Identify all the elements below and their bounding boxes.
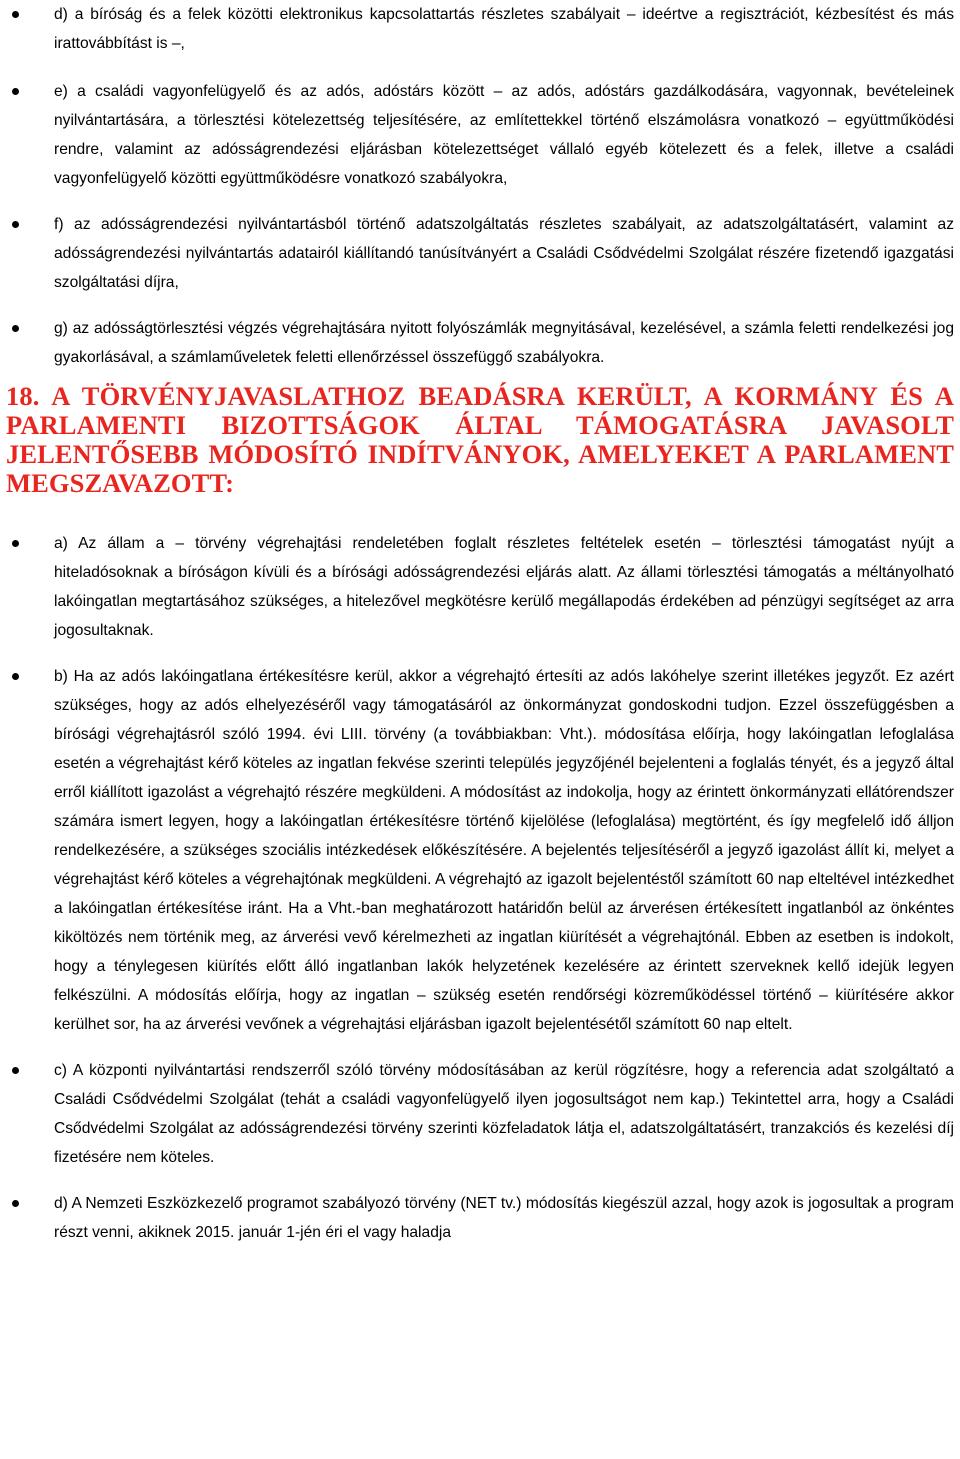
list-item-text: g) az adósságtörlesztési végzés végrehajtására nyitott folyószámlák megnyitásával, kezelésével, a számla feletti rendelkezési jog gyakorlásával, a számlaműveletek feletti ellenőrzéssel összefüggő szabályokra. [54,320,954,366]
bullet-icon [12,1067,19,1074]
bullet-icon [12,221,19,228]
list-item-text: f) az adósságrendezési nyilvántartásból történő adatszolgáltatás részletes szabályait, az adatszolgáltatásért, valamint az adósságrendezési nyilvántartás adatairól kiállítandó tanúsítványért a Családi Csődvédelmi Szolgálat részére fizetendő igazgatási szolgáltatási díjra, [54,216,954,291]
list-item-b [0,662,960,1039]
list-item-g [0,314,960,372]
section-heading-text: 18. A TÖRVÉNYJAVASLATHOZ BEADÁSRA KERÜLT, A KORMÁNY ÉS A PARLAMENTI BIZOTTSÁGOK ÁLTAL TÁMOGATÁSRA JAVASOLT JELENTŐSEBB MÓDOSÍTÓ INDÍTVÁNYOK, AMELYEKET A PARLAMENT MEGSZAVAZOTT: [6,381,954,498]
bullet-icon [12,11,19,18]
bullet-icon [12,673,19,680]
list-item-text: e) a családi vagyonfelügyelő és az adós, adóstárs között – az adós, adóstárs gazdálkodására, vagyonnak, bevételeinek nyilvántartására, a törlesztési kötelezettség teljesítésére, az említettekkel történő elszámolásra vonatkozó – együttműködési rendre, valamint az adósságrendezési eljárásban kötelezettséget vállaló egyéb kötelezett és a felek, illetve a családi vagyonfelügyelő közötti együttműködésre vonatkozó szabályokra, [54,83,954,187]
provision-list-bottom [0,529,960,1247]
section-heading-18 [0,382,960,498]
bullet-icon [12,540,19,547]
list-item-c [0,1056,960,1172]
provision-list-top [0,0,960,372]
bullet-icon [12,1200,19,1207]
list-item-f [0,210,960,297]
list-item-text: b) Ha az adós lakóingatlana értékesítésre kerül, akkor a végrehajtó értesíti az adós lakóhelye szerint illetékes jegyzőt. Ez azért szükséges, hogy az adós elhelyezéséről vagy támogatásáról az önkormányzat gondoskodni tudjon. Ezzel összefüggésben a bírósági végrehajtásról szóló 1994. évi LIII. törvény (a továbbiakban: Vht.). módosítása előírja, hogy lakóingatlan lefoglalása esetén a végrehajtást kérő köteles az ingatlan fekvése szerinti település jegyzőjénél bejelenteni a foglalás tényét, és a jegyző által erről kiállított igazolást a végrehajtó részére megküldeni. A módosítást az indokolja, hogy az érintett önkormányzati ellátórendszer számára ismert legyen, hogy a lakóingatlan értékesítésre történő kijelölése (lefoglalása) megtörtént, és így megfelelő idő álljon rendelkezésére, a szükséges szociális intézkedések előkészítésére. A bejelentés teljesítéséről a jegyző igazolást állít ki, melyet a végrehajtást kérő köteles a végrehajtónak megküldeni. A végrehajtó az igazolt bejelentéstől számított 60 nap elteltével intézkedhet a lakóingatlan értékesítése iránt. Ha a Vht.-ban meghatározott határidőn belül az árverésen értékesített ingatlanból az önkéntes kiköltözés nem történik meg, az árverési vevő kérelmezheti az ingatlan kiürítését a végrehajtónál. Ebben az esetben is indokolt, hogy a ténylegesen kiürítés előtt álló ingatlanban lakók helyzetének kezelésére az érintett szerveknek kellő idejük legyen felkészülni. A módosítás előírja, hogy az ingatlan – szükség esetén rendőrségi közreműködéssel történő – kiürítésére akkor kerülhet sor, ha az árverési vevőnek a végrehajtási eljárásban igazolt bejelentésétől számított 60 nap eltelt. [54,668,954,1033]
list-item-text: c) A központi nyilvántartási rendszerről szóló törvény módosításában az kerül rögzítésre, hogy a referencia adat szolgáltató a Családi Csődvédelmi Szolgálat (tehát a családi vagyonfelügyelő ilyen jogosultságot nem kap.) Tekintettel arra, hogy a Családi Csődvédelmi Szolgálat az adósságrendezési törvény szerinti közfeladatok látja el, adatszolgáltatásért, tranzakciós és kezelési díj fizetésére nem köteles. [54,1062,954,1166]
list-item-d2 [0,1189,960,1247]
list-item-d [0,0,960,58]
list-item-text: d) A Nemzeti Eszközkezelő programot szabályozó törvény (NET tv.) módosítás kiegészül azzal, hogy azok is jogosultak a program részt venni, akiknek 2015. január 1-jén éri el vagy haladja [54,1195,954,1241]
list-item-a [0,529,960,645]
bullet-icon [12,88,19,95]
list-item-text: a) Az állam a – törvény végrehajtási rendeletében foglalt részletes feltételek esetén – törlesztési támogatást nyújt a hiteladósoknak a bíróságon kívüli és a bírósági adósságrendezési eljárás alatt. Az állami törlesztési támogatás a méltányolható lakóingatlan megtartásához szükséges, a hitelezővel megkötésre kerülő megállapodás érdekében ad pénzügyi segítséget az arra jogosultaknak. [54,535,954,639]
list-item-text: d) a bíróság és a felek közötti elektronikus kapcsolattartás részletes szabályait – ideértve a regisztrációt, kézbesítést és más irattovábbítást is –, [54,6,954,52]
bullet-icon [12,325,19,332]
list-item-e [0,77,960,193]
